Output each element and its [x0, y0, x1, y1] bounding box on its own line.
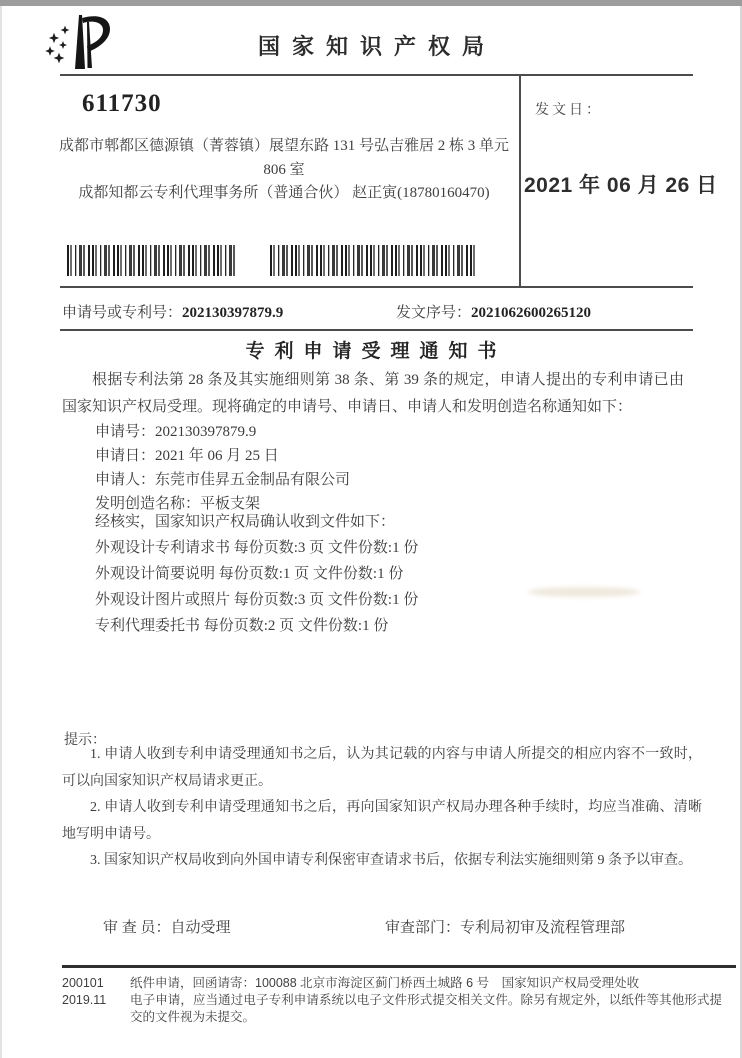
footer-paper-filing-note: 纸件申请，回函请寄：100088 北京市海淀区蓟门桥西土城路 6 号 国家知识产权局受理处收	[130, 976, 640, 990]
received-file-item: 外观设计简要说明 每份页数:1 页 文件份数:1 份	[95, 566, 404, 582]
scan-smudge-artifact	[528, 587, 640, 597]
section-divider-bottom	[60, 329, 693, 331]
examiner-value: 自动受理	[170, 920, 231, 936]
detail-applicant: 申请人：东莞市佳昇五金制品有限公司	[95, 472, 351, 488]
tips-label: 提示：	[64, 733, 106, 748]
footer-form-code: 200101	[62, 976, 104, 990]
footer-electronic-filing-note: 电子申请，应当通过电子专利申请系统以电子文件形式提交相关文件。除另有规定外，以纸件等其他形式提交的文件视为未提交。	[130, 993, 722, 1024]
received-file-item: 外观设计专利请求书 每份页数:3 页 文件份数:1 份	[95, 540, 419, 556]
tip-item-1: 1. 申请人收到专利申请受理通知书之后，认为其记载的内容与申请人所提交的相应内容不一致时，可以向国家知识产权局请求更正。	[62, 747, 702, 789]
footer-form-date: 2019.11	[62, 993, 107, 1007]
agency-title: 国家知识产权局	[257, 34, 496, 59]
barcode-image	[67, 245, 237, 276]
department-value: 专利局初审及流程管理部	[460, 920, 626, 936]
header-divider	[60, 74, 693, 76]
received-file-item: 专利代理委托书 每份页数:2 页 文件份数:1 份	[95, 618, 389, 634]
application-details-list	[95, 420, 350, 516]
tip-item-2: 2. 申请人收到专利申请受理通知书之后，再向国家知识产权局办理各种手续时，均应当准确、清晰地写明申请号。	[62, 800, 702, 842]
document-title: 专利申请受理通知书	[245, 341, 507, 362]
scan-edge-artifact	[0, 0, 742, 6]
footer-divider	[62, 965, 736, 968]
department-label: 审查部门：	[385, 920, 461, 936]
barcode-image	[270, 245, 478, 276]
serial-number-value: 2021062600265120	[471, 305, 592, 321]
serial-number-field	[396, 301, 591, 322]
examiner-label: 审 查 员：	[103, 920, 171, 936]
date-box-divider	[519, 75, 521, 287]
recipient-address-line2: 806 室	[263, 162, 305, 178]
recipient-agent-line: 成都知都云专利代理事务所（普通合伙） 赵正寅(18780160470)	[78, 185, 490, 201]
examiner-field	[103, 916, 231, 937]
detail-application-number: 申请号：202130397879.9	[95, 424, 257, 440]
tip-item-3: 3. 国家知识产权局收到向外国申请专利保密审查请求书后，依据专利法实施细则第 9 条予以审查。	[90, 853, 692, 868]
received-file-item: 外观设计图片或照片 每份页数:3 页 文件份数:1 份	[95, 592, 419, 608]
issue-date-value: 2021 年 06 月 26 日	[524, 174, 718, 197]
recipient-code: 611730	[82, 90, 162, 117]
intro-paragraph: 根据专利法第 28 条及其实施细则第 38 条、第 39 条的规定，申请人提出的专利申请已由国家知识产权局受理。现将确定的申请号、申请日、申请人和发明创造名称通知如下：	[62, 372, 684, 415]
issue-date-label: 发文日：	[535, 103, 603, 118]
detail-invention-title: 发明创造名称：平板支架	[95, 496, 261, 512]
department-field	[385, 916, 625, 937]
footer-form-codes	[62, 975, 124, 1009]
section-divider-top	[60, 286, 693, 288]
received-files-intro: 经核实，国家知识产权局确认收到文件如下：	[95, 514, 396, 530]
footer-notes	[130, 975, 722, 1026]
application-number-label: 申请号或专利号：	[62, 305, 183, 321]
received-files-list	[95, 509, 418, 639]
detail-application-date: 申请日：2021 年 06 月 25 日	[95, 448, 279, 464]
application-number-field	[62, 301, 283, 322]
tips-list	[62, 742, 702, 875]
recipient-address-line1: 成都市郫都区德源镇（菁蓉镇）展望东路 131 号弘吉雅居 2 栋 3 单元	[58, 138, 509, 154]
serial-number-label: 发文序号：	[396, 305, 472, 321]
application-number-value: 202130397879.9	[182, 305, 284, 321]
